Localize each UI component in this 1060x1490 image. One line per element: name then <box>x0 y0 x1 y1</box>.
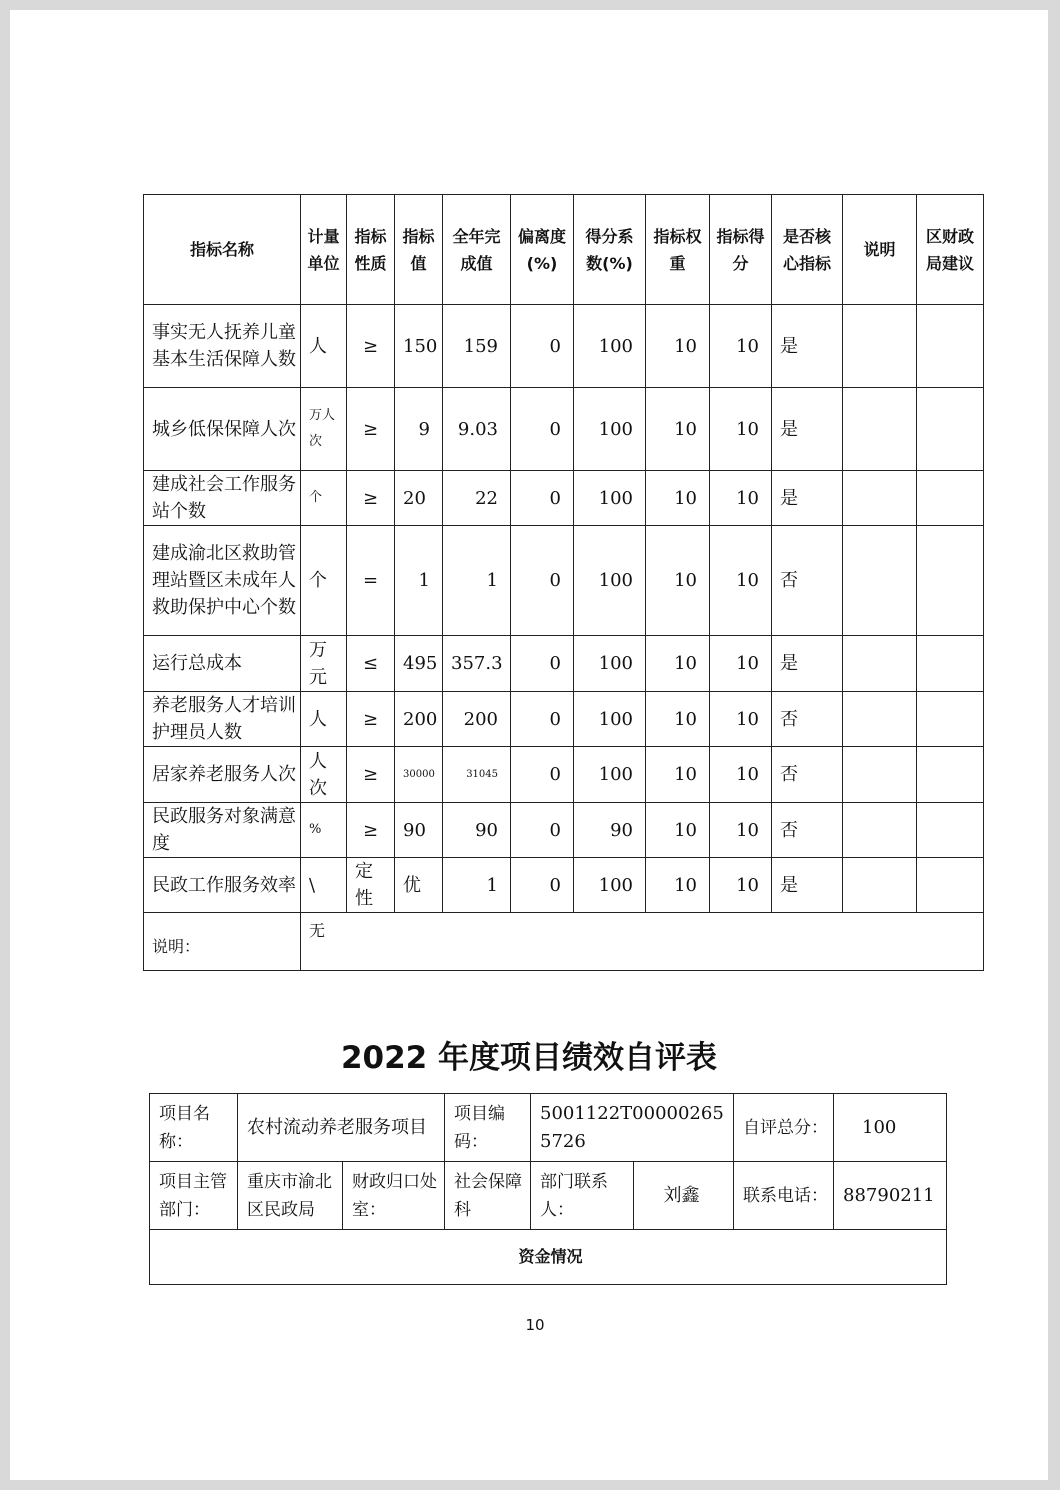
header-deviation: 偏离度(%) <box>511 195 574 305</box>
cell-target: 150 <box>395 305 443 388</box>
cell-core: 是 <box>772 305 843 388</box>
cell-note <box>843 471 917 526</box>
header-suggestion: 区财政局建议 <box>917 195 984 305</box>
cell-target: 1 <box>395 526 443 636</box>
note-text: 无 <box>301 913 984 971</box>
cell-nature: = <box>347 526 395 636</box>
cell-core: 是 <box>772 471 843 526</box>
cell-name: 民政工作服务效率 <box>144 858 301 913</box>
cell-score: 10 <box>710 388 772 471</box>
cell-core: 是 <box>772 858 843 913</box>
cell-coef: 100 <box>574 747 646 803</box>
table-row <box>144 471 984 526</box>
cell-nature: ≥ <box>347 471 395 526</box>
cell-unit: \ <box>301 858 347 913</box>
contact-label: 部门联系人： <box>531 1162 634 1230</box>
form-title: 2022 年度项目绩效自评表 <box>340 1040 718 1076</box>
cell-suggestion <box>917 803 984 858</box>
header-coef: 得分系数(%) <box>574 195 646 305</box>
cell-note <box>843 526 917 636</box>
cell-nature: ≥ <box>347 747 395 803</box>
contact-value: 刘鑫 <box>634 1162 734 1230</box>
table-row <box>144 526 984 636</box>
cell-unit: 万人次 <box>301 388 347 471</box>
cell-weight: 10 <box>646 858 710 913</box>
cell-unit: 人 <box>301 305 347 388</box>
cell-unit: 人 <box>301 692 347 747</box>
cell-note <box>843 803 917 858</box>
table-row <box>144 305 984 388</box>
project-code-label: 项目编码： <box>445 1094 531 1162</box>
indicator-table <box>143 194 984 971</box>
cell-weight: 10 <box>646 305 710 388</box>
table-row <box>144 636 984 692</box>
cell-nature: ≥ <box>347 692 395 747</box>
cell-core: 是 <box>772 388 843 471</box>
cell-suggestion <box>917 305 984 388</box>
cell-core: 否 <box>772 526 843 636</box>
cell-core: 否 <box>772 747 843 803</box>
cell-note <box>843 692 917 747</box>
cell-score: 10 <box>710 305 772 388</box>
cell-target: 200 <box>395 692 443 747</box>
cell-name: 居家养老服务人次 <box>144 747 301 803</box>
header-actual: 全年完成值 <box>443 195 511 305</box>
cell-deviation: 0 <box>511 858 574 913</box>
cell-nature: ≥ <box>347 305 395 388</box>
cell-note <box>843 747 917 803</box>
phone-value: 88790211 <box>834 1162 947 1230</box>
project-name-value: 农村流动养老服务项目 <box>238 1094 445 1162</box>
cell-weight: 10 <box>646 747 710 803</box>
cell-suggestion <box>917 636 984 692</box>
cell-nature: 定性 <box>347 858 395 913</box>
cell-score: 10 <box>710 692 772 747</box>
header-indicator-name: 指标名称 <box>144 195 301 305</box>
cell-score: 10 <box>710 471 772 526</box>
cell-coef: 100 <box>574 858 646 913</box>
header-nature: 指标性质 <box>347 195 395 305</box>
dept-value: 重庆市渝北区民政局 <box>238 1162 343 1230</box>
cell-name: 建成渝北区救助管理站暨区未成年人救助保护中心个数 <box>144 526 301 636</box>
cell-unit: 人次 <box>301 747 347 803</box>
cell-coef: 100 <box>574 692 646 747</box>
cell-actual: 1 <box>443 858 511 913</box>
cell-note <box>843 388 917 471</box>
cell-actual: 200 <box>443 692 511 747</box>
cell-note <box>843 858 917 913</box>
project-row-2 <box>150 1162 947 1230</box>
cell-coef: 90 <box>574 803 646 858</box>
project-code-value: 5001122T000002655726 <box>531 1094 734 1162</box>
cell-coef: 100 <box>574 388 646 471</box>
cell-unit: 个 <box>301 471 347 526</box>
cell-unit: 万元 <box>301 636 347 692</box>
cell-target: 30000 <box>395 747 443 803</box>
cell-nature: ≥ <box>347 803 395 858</box>
cell-coef: 100 <box>574 636 646 692</box>
cell-unit: % <box>301 803 347 858</box>
table-row <box>144 858 984 913</box>
cell-unit: 个 <box>301 526 347 636</box>
cell-score: 10 <box>710 636 772 692</box>
total-score-label: 自评总分： <box>734 1094 834 1162</box>
cell-weight: 10 <box>646 526 710 636</box>
cell-name: 事实无人抚养儿童基本生活保障人数 <box>144 305 301 388</box>
table-row <box>144 388 984 471</box>
cell-nature: ≤ <box>347 636 395 692</box>
cell-weight: 10 <box>646 803 710 858</box>
header-target: 指标值 <box>395 195 443 305</box>
header-score: 指标得分 <box>710 195 772 305</box>
dept-label: 项目主管部门： <box>150 1162 238 1230</box>
cell-name: 养老服务人才培训护理员人数 <box>144 692 301 747</box>
cell-deviation: 0 <box>511 471 574 526</box>
funding-row <box>150 1230 947 1285</box>
cell-name: 民政服务对象满意度 <box>144 803 301 858</box>
indicator-header-row <box>144 195 984 305</box>
cell-coef: 100 <box>574 305 646 388</box>
cell-note <box>843 636 917 692</box>
cell-score: 10 <box>710 803 772 858</box>
header-note: 说明 <box>843 195 917 305</box>
cell-actual: 22 <box>443 471 511 526</box>
cell-target: 20 <box>395 471 443 526</box>
cell-suggestion <box>917 747 984 803</box>
total-score-value: 100 <box>834 1094 947 1162</box>
project-row-1 <box>150 1094 947 1162</box>
cell-deviation: 0 <box>511 803 574 858</box>
cell-target: 优 <box>395 858 443 913</box>
cell-deviation: 0 <box>511 526 574 636</box>
cell-deviation: 0 <box>511 747 574 803</box>
cell-name: 运行总成本 <box>144 636 301 692</box>
cell-actual: 357.3 <box>443 636 511 692</box>
cell-deviation: 0 <box>511 636 574 692</box>
cell-actual: 31045 <box>443 747 511 803</box>
header-core: 是否核心指标 <box>772 195 843 305</box>
cell-core: 否 <box>772 692 843 747</box>
office-label: 财政归口处室： <box>343 1162 445 1230</box>
cell-coef: 100 <box>574 526 646 636</box>
table-row <box>144 803 984 858</box>
cell-deviation: 0 <box>511 692 574 747</box>
cell-actual: 1 <box>443 526 511 636</box>
table-row <box>144 692 984 747</box>
cell-deviation: 0 <box>511 305 574 388</box>
project-name-label: 项目名称： <box>150 1094 238 1162</box>
header-unit: 计量单位 <box>301 195 347 305</box>
funding-label: 资金情况 <box>150 1230 947 1285</box>
cell-actual: 90 <box>443 803 511 858</box>
document-page <box>10 10 1048 1480</box>
cell-core: 否 <box>772 803 843 858</box>
cell-actual: 159 <box>443 305 511 388</box>
project-info-table <box>149 1093 947 1285</box>
cell-name: 建成社会工作服务站个数 <box>144 471 301 526</box>
table-row <box>144 747 984 803</box>
cell-suggestion <box>917 471 984 526</box>
cell-score: 10 <box>710 858 772 913</box>
cell-weight: 10 <box>646 636 710 692</box>
cell-target: 90 <box>395 803 443 858</box>
cell-nature: ≥ <box>347 388 395 471</box>
page-number: 10 <box>525 1316 545 1334</box>
cell-weight: 10 <box>646 471 710 526</box>
cell-note <box>843 305 917 388</box>
cell-weight: 10 <box>646 692 710 747</box>
cell-suggestion <box>917 858 984 913</box>
cell-target: 495 <box>395 636 443 692</box>
cell-deviation: 0 <box>511 388 574 471</box>
cell-suggestion <box>917 388 984 471</box>
cell-name: 城乡低保保障人次 <box>144 388 301 471</box>
phone-label: 联系电话： <box>734 1162 834 1230</box>
cell-coef: 100 <box>574 471 646 526</box>
cell-core: 是 <box>772 636 843 692</box>
cell-score: 10 <box>710 526 772 636</box>
note-label: 说明： <box>144 913 301 971</box>
cell-suggestion <box>917 526 984 636</box>
office-value: 社会保障科 <box>445 1162 531 1230</box>
cell-suggestion <box>917 692 984 747</box>
cell-target: 9 <box>395 388 443 471</box>
cell-weight: 10 <box>646 388 710 471</box>
cell-actual: 9.03 <box>443 388 511 471</box>
note-row <box>144 913 984 971</box>
header-weight: 指标权重 <box>646 195 710 305</box>
cell-score: 10 <box>710 747 772 803</box>
